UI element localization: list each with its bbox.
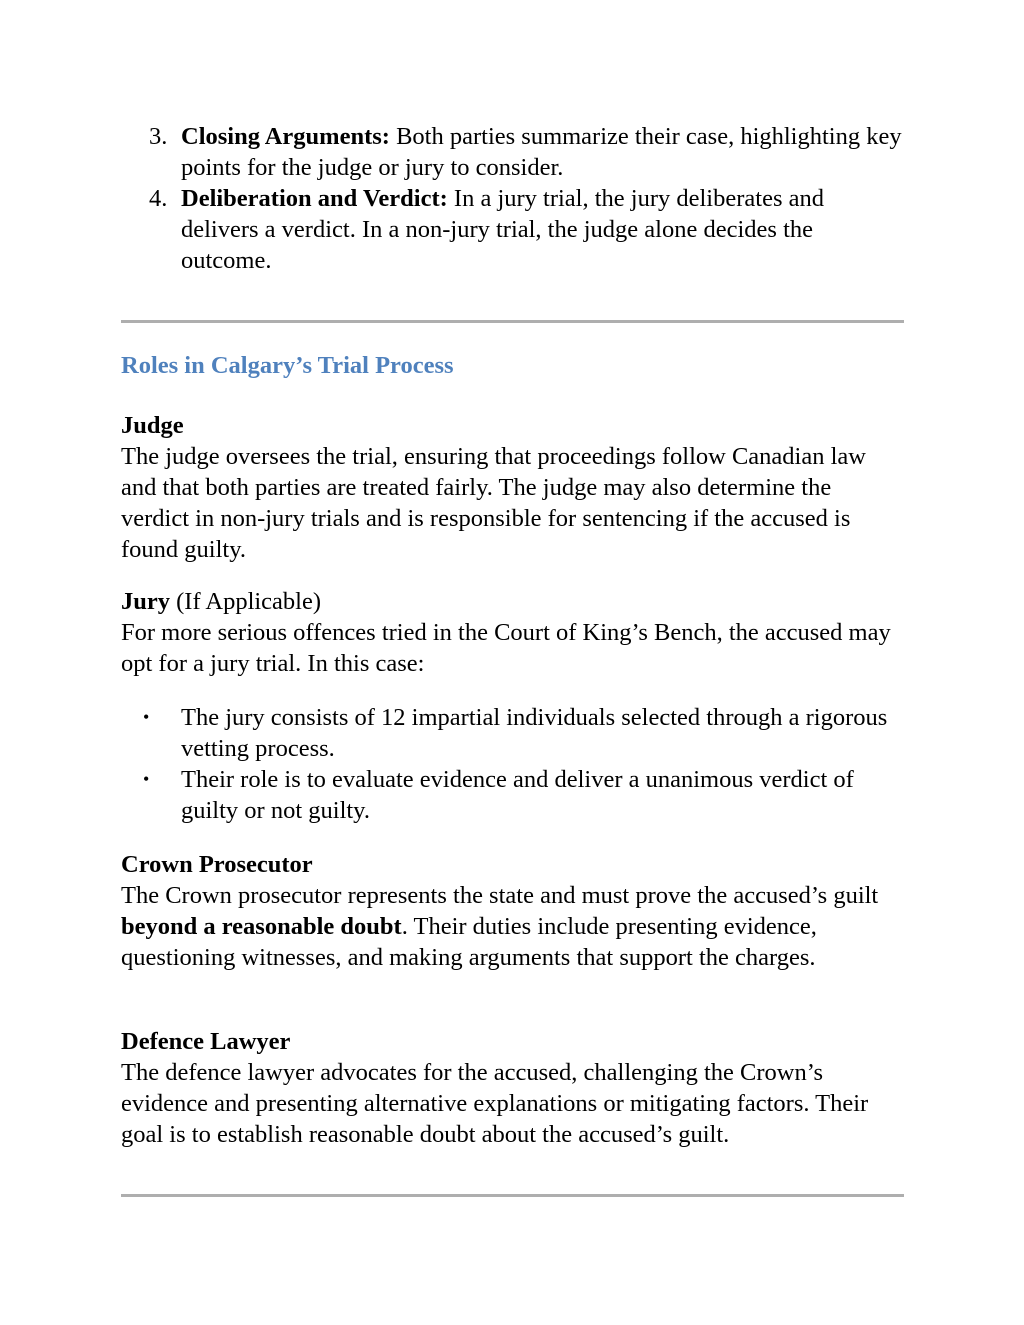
emphasis-text: beyond a reasonable doubt — [121, 913, 402, 940]
role-defence-lawyer — [121, 1026, 904, 1150]
numbered-list — [121, 121, 904, 276]
horizontal-divider — [121, 1194, 904, 1197]
list-item-text: Both parties summarize their case, highlighting key points for the judge or jury to consider. — [181, 123, 902, 181]
description-text: . Their duties include presenting evidence, questioning witnesses, and making arguments that support the charges. — [121, 913, 817, 971]
list-number: 3. — [149, 123, 168, 150]
list-item — [121, 183, 904, 276]
bullet-list — [121, 702, 904, 826]
list-item-text: Their role is to evaluate evidence and deliver a unanimous verdict of guilty or not guilty. — [181, 766, 854, 824]
horizontal-divider — [121, 320, 904, 323]
role-heading: Crown Prosecutor — [121, 851, 313, 878]
list-item-term: Closing Arguments: — [181, 123, 390, 150]
role-heading: Judge — [121, 412, 184, 439]
role-description: For more serious offences tried in the Court of King’s Bench, the accused may opt for a jury trial. In this case: — [121, 619, 891, 677]
role-description: The judge oversees the trial, ensuring that proceedings follow Canadian law and that both parties are treated fairly. The judge may also determine the verdict in non-jury trials and is responsible for sentencing if the accused is found guilty. — [121, 443, 866, 563]
role-heading: Defence Lawyer — [121, 1028, 291, 1055]
list-item — [121, 702, 904, 764]
list-item-text: The jury consists of 12 impartial individuals selected through a rigorous vetting process. — [181, 704, 888, 762]
role-heading: Jury — [121, 588, 170, 615]
role-heading-note: (If Applicable) — [170, 588, 322, 615]
role-description: The defence lawyer advocates for the accused, challenging the Crown’s evidence and presenting alternative explanations or mitigating factors. Their goal is to establish reasonable doubt about the accused’s guilt. — [121, 1059, 869, 1148]
list-item — [121, 764, 904, 826]
bullet-icon: • — [143, 769, 150, 789]
list-item-text: In a jury trial, the jury deliberates and delivers a verdict. In a non-jury trial, the judge alone decides the outcome. — [181, 185, 824, 274]
role-judge — [121, 410, 904, 565]
bullet-icon: • — [143, 707, 150, 727]
list-item — [121, 121, 904, 183]
list-item-term: Deliberation and Verdict: — [181, 185, 448, 212]
description-text: The Crown prosecutor represents the state and must prove the accused’s guilt — [121, 882, 879, 909]
role-crown-prosecutor — [121, 849, 904, 973]
role-description — [121, 880, 904, 973]
section-title: Roles in Calgary’s Trial Process — [121, 352, 454, 379]
role-jury — [121, 586, 904, 679]
list-number: 4. — [149, 185, 168, 212]
